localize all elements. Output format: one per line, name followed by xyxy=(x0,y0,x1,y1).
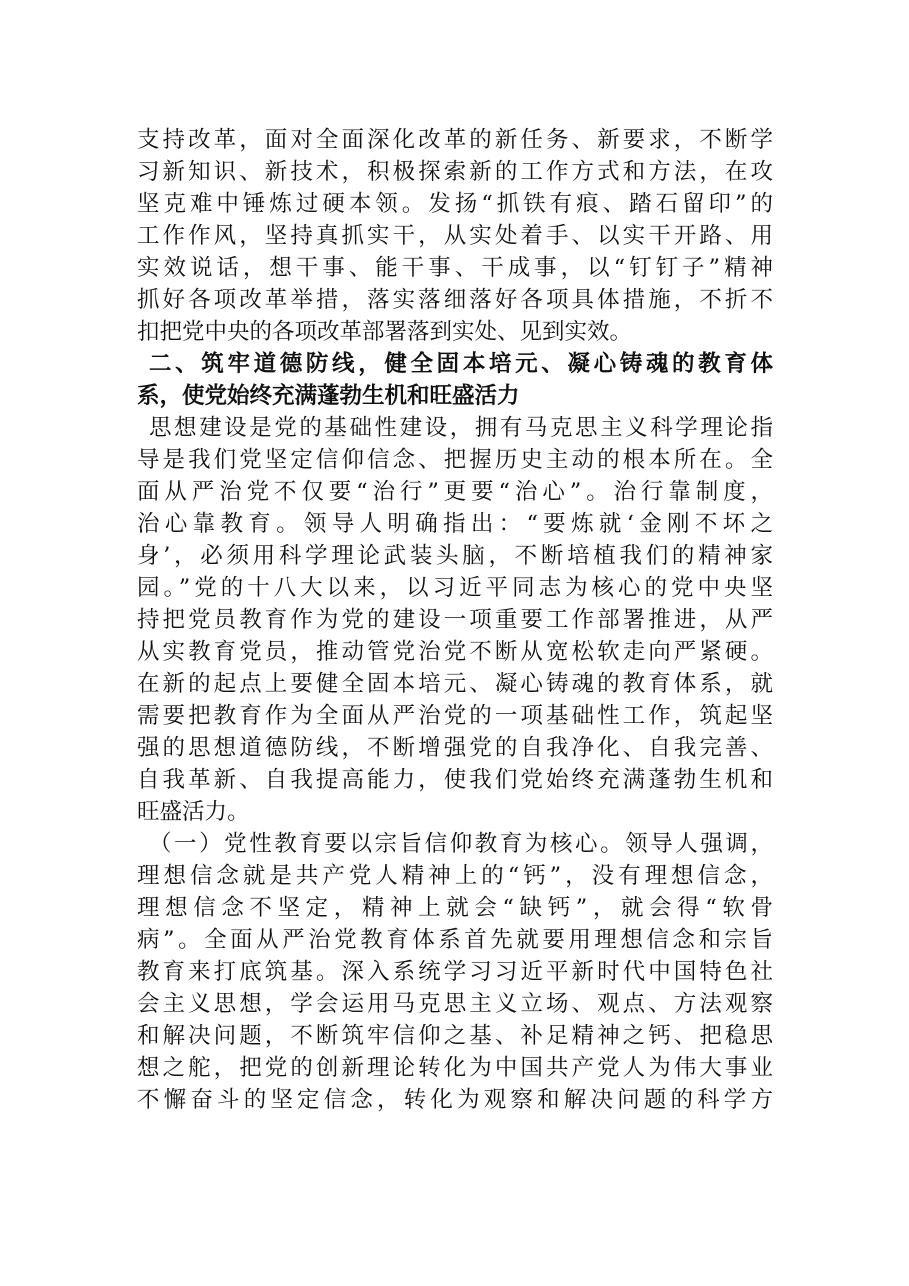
body-text-line: 病”。全面从严治党教育体系首先就要用理想信念和宗旨 xyxy=(137,927,773,953)
body-text-line: 思想建设是党的基础性建设，拥有马克思主义科学理论指 xyxy=(149,415,773,441)
body-text-line: 想之舵，把党的创新理论转化为中国共产党人为伟大事业 xyxy=(137,1055,773,1081)
body-text-line: 强的思想道德防线，不断增强党的自我净化、自我完善、 xyxy=(137,735,773,761)
body-text-line: 工作作风，坚持真抓实干，从实处着手、以实干开路、用 xyxy=(137,223,773,249)
body-text-line: 抓好各项改革举措，落实落细落好各项具体措施，不折不 xyxy=(137,287,773,313)
body-text-line: 治心靠教育。领导人明确指出：“要炼就‘金刚不坏之 xyxy=(137,511,773,537)
body-text-line: 园。”党的十八大以来，以习近平同志为核心的党中央坚 xyxy=(137,575,773,601)
body-text-line: 理想信念就是共产党人精神上的“钙”，没有理想信念， xyxy=(137,863,773,889)
body-text-line: 不懈奋斗的坚定信念，转化为观察和解决问题的科学方 xyxy=(137,1087,773,1113)
body-text-line: 旺盛活力。 xyxy=(137,799,250,825)
body-text-line: 习新知识、新技术，积极探索新的工作方式和方法，在攻 xyxy=(137,159,773,185)
body-text-line: 理想信念不坚定，精神上就会“缺钙”，就会得“软骨 xyxy=(137,895,773,921)
body-text-line: 身’，必须用科学理论武装头脑，不断培植我们的精神家 xyxy=(137,543,773,569)
document-body xyxy=(137,124,773,1116)
body-text-line: 坚克难中锤炼过硬本领。发扬“抓铁有痕、踏石留印”的 xyxy=(137,191,773,217)
body-text-line: 持把党员教育作为党的建设一项重要工作部署推进，从严 xyxy=(137,607,773,633)
body-text-line: 支持改革，面对全面深化改革的新任务、新要求，不断学 xyxy=(137,127,773,153)
body-text-line: （一）党性教育要以宗旨信仰教育为核心。领导人强调， xyxy=(149,831,773,857)
section-heading-line: 系，使党始终充满蓬勃生机和旺盛活力 xyxy=(137,383,520,409)
body-text-line: 需要把教育作为全面从严治党的一项基础性工作，筑起坚 xyxy=(137,703,773,729)
body-text-line: 实效说话，想干事、能干事、干成事，以“钉钉子”精神 xyxy=(137,255,773,281)
body-text-line: 会主义思想，学会运用马克思主义立场、观点、方法观察 xyxy=(137,991,773,1017)
section-heading-line: 二、筑牢道德防线，健全固本培元、凝心铸魂的教育体 xyxy=(149,351,773,377)
body-text-line: 面从严治党不仅要“治行”更要“治心”。治行靠制度， xyxy=(137,479,773,505)
body-text-line: 自我革新、自我提高能力，使我们党始终充满蓬勃生机和 xyxy=(137,767,773,793)
body-text-line: 和解决问题，不断筑牢信仰之基、补足精神之钙、把稳思 xyxy=(137,1023,773,1049)
body-text-line: 教育来打底筑基。深入系统学习习近平新时代中国特色社 xyxy=(137,959,773,985)
body-text-line: 在新的起点上要健全固本培元、凝心铸魂的教育体系，就 xyxy=(137,671,773,697)
body-text-line: 扣把党中央的各项改革部署落到实处、见到实效。 xyxy=(137,319,633,345)
body-text-line: 从实教育党员，推动管党治党不断从宽松软走向严紧硬。 xyxy=(137,639,773,665)
body-text-line: 导是我们党坚定信仰信念、把握历史主动的根本所在。全 xyxy=(137,447,773,473)
